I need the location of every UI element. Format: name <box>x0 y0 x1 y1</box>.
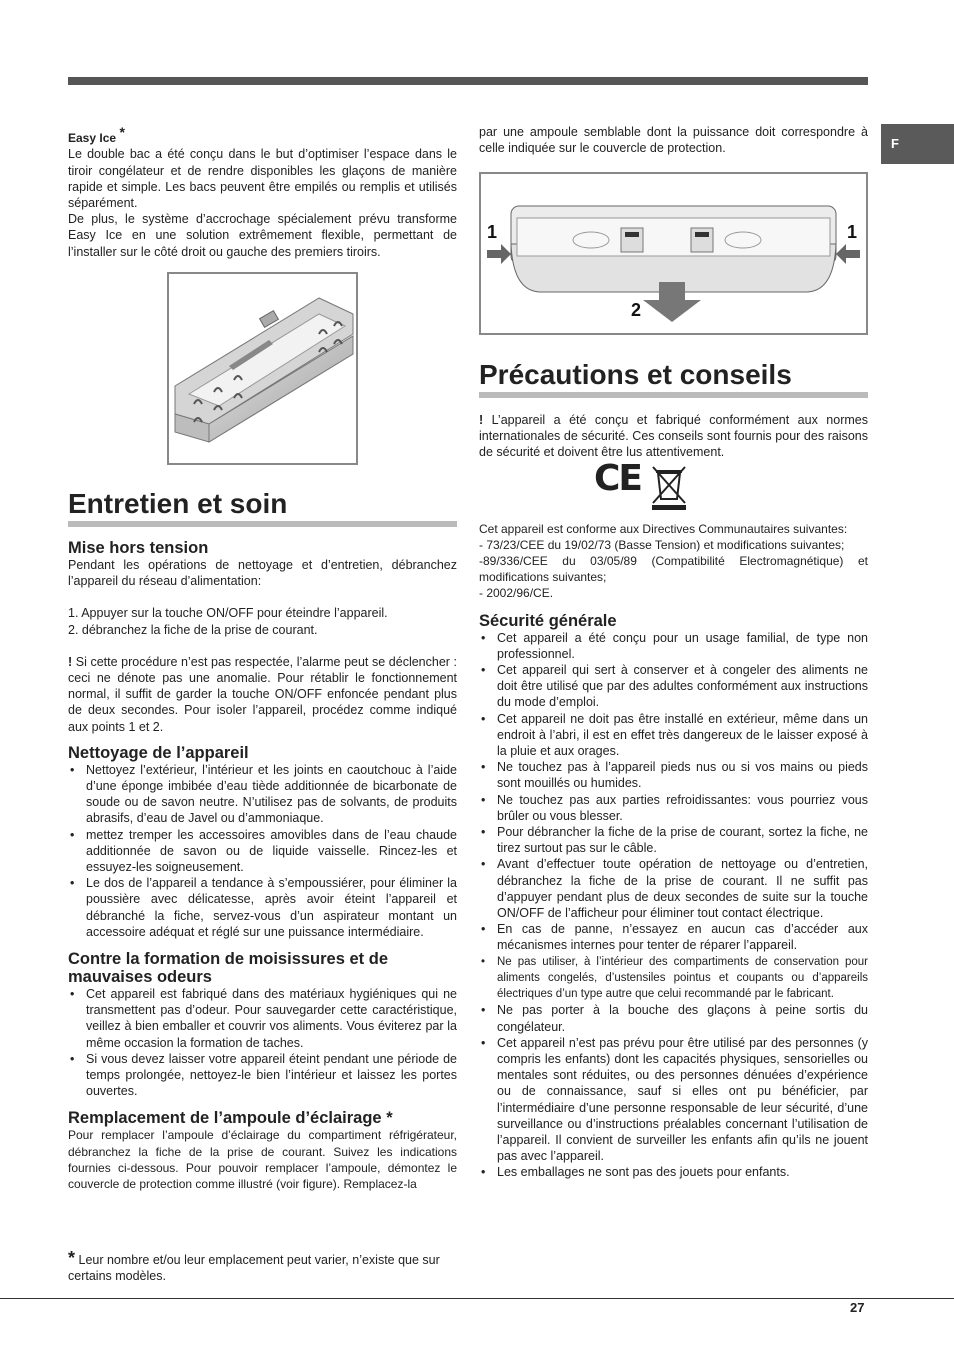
language-tab: F <box>881 124 954 164</box>
maintenance-section <box>68 489 457 1192</box>
warning-mark: ! <box>479 413 484 427</box>
list-item: 2. débranchez la fiche de la prise de courant. <box>68 622 318 637</box>
list-item: • Ne touchez pas aux parties refroidissantes: vous pourriez vous brûler ou vous blesser. <box>479 792 868 824</box>
footnote <box>68 1250 457 1284</box>
bulb-cover-illustration <box>481 174 866 333</box>
power-off-steps <box>68 605 457 637</box>
list-item: • Le dos de l’appareil a tendance à s’empoussiérer, pour éliminer la poussière avec délicatesse, après avoir éteint l’appareil et débranché la fiche, servez-vous d’un aspirateur montant un accessoire adéquat et réglé sur une puissance intermédiaire. <box>68 875 457 940</box>
list-item: • Cet appareil a été conçu pour un usage familial, de type non professionnel. <box>479 630 868 662</box>
precautions-section <box>479 360 868 1181</box>
list-item: • mettez tremper les accessoires amovibles dans de l’eau chaude additionnée de savon ou de liquide vaisselle. Rincez-les et essuyez-les soigneusement. <box>68 827 457 876</box>
mold-title: Contre la formation de moisissures et de mauvaises odeurs <box>68 950 388 987</box>
list-item: • Ne pas utiliser, à l’intérieur des compartiments de conservation pour aliments congelés, d’ustensiles pointus et coupants ou d’appareils électriques d’un type autre que celui recommandé par le fabricant. <box>479 954 868 1003</box>
page-number: 27 <box>850 1300 865 1315</box>
easy-ice-figure <box>167 272 358 465</box>
precautions-intro-text: L’appareil a été conçu et fabriqué conformément aux normes internationales de sécurité. Ces conseils sont fournis pour des raisons de sécurité et doivent être lus attentivement. <box>479 413 868 460</box>
list-item: • Si vous devez laisser votre appareil éteint pendant une période de temps prolongée, nettoyez-le bien l’intérieur et laissez les portes ouvertes. <box>68 1051 457 1100</box>
power-off-intro: Pendant les opérations de nettoyage et d’entretien, débranchez l’appareil du réseau d’alimentation: <box>68 558 457 589</box>
power-off-title: Mise hors tension <box>68 539 209 557</box>
figure-label-right: 1 <box>847 222 858 242</box>
cleaning-title: Nettoyage de l’appareil <box>68 743 249 762</box>
figure-label-bottom: 2 <box>631 300 642 320</box>
easy-ice-asterisk: * <box>119 124 125 140</box>
list-item: • Nettoyez l’extérieur, l’intérieur et les joints en caoutchouc à l’aide d’une éponge imbibée d’eau tiède additionnée de bicarbonate de soude ou de savon neutre. N’utilisez pas de solvants, de produits abrasifs, d’eau de Javel ou d’ammoniaque. <box>68 762 457 827</box>
list-item: • Avant d’effectuer toute opération de nettoyage ou d’entretien, débranchez la fiche de la prise de courant. Il ne suffit pas d’appuyer pendant plus de deux secondes de suite sur la touche ON/OFF de l’afficheur pour éliminer tout contact électrique. <box>479 856 868 921</box>
directives-block <box>479 521 868 602</box>
directive-line: -89/336/CEE du 03/05/89 (Compatibilité Electromagnétique) et modifications suivantes; <box>479 554 868 585</box>
compliance-logos <box>479 457 868 521</box>
footer-rule <box>0 1298 954 1299</box>
top-rule <box>68 77 868 85</box>
right-column <box>479 124 868 156</box>
warning-mark: ! <box>68 654 73 669</box>
directive-line: - 73/23/CEE du 19/02/73 (Basse Tension) et modifications suivantes; <box>479 537 845 552</box>
list-item: • Cet appareil est fabriqué dans des matériaux hygiéniques qui ne transmettent pas d’odeur. Pour sauvegarder cette caractéristique, veillez à bien emballer et couvrir vos aliments. Vous éviterez par la même occasion la formation de taches. <box>68 986 457 1051</box>
maintenance-heading: Entretien et soin <box>68 489 457 527</box>
list-item: • Cet appareil qui sert à conserver et à congeler des aliments ne doit être utilisé que par des adultes conformément aux instructions du mode d’emploi. <box>479 662 868 711</box>
figure-label-left: 1 <box>487 222 498 242</box>
bulb-title: Remplacement de l’ampoule d’éclairage * <box>68 1109 393 1128</box>
list-item: • Pour débrancher la fiche de la prise de courant, sortez la fiche, ne tirez surtout pas sur le câble. <box>479 824 868 856</box>
safety-title: Sécurité générale <box>479 611 617 630</box>
easy-ice-title: Easy Ice <box>68 131 117 146</box>
bulb-text: Pour remplacer l’ampoule d’éclairage du compartiment réfrigérateur, débranchez la fiche de la prise de courant. Suivez les indications fournies ci-dessous. Pour pouvoir remplacer l’ampoule, démontez le couvercle de protection comme illustré (voir figure). Remplacez-la <box>68 1128 457 1192</box>
power-off-warning <box>68 654 457 735</box>
ce-mark-icon: CE <box>594 457 642 499</box>
easy-ice-section <box>68 124 457 260</box>
left-column <box>68 124 457 260</box>
list-item: • En cas de panne, n’essayez en aucun cas d’accéder aux mécanismes internes pour tenter de réparer l’appareil. <box>479 921 868 953</box>
list-item: • Cet appareil ne doit pas être installé en extérieur, même dans un endroit à l’abri, il est en effet très dangereux de le laisser exposé à la pluie et aux orages. <box>479 711 868 760</box>
list-item: 1. Appuyer sur la touche ON/OFF pour éteindre l’appareil. <box>68 606 388 621</box>
list-item: • Cet appareil n’est pas prévu pour être utilisé par des personnes (y compris les enfants) dont les capacités physiques, sensorielles ou mentales sont réduites, ou des personnes dénuées d’expérience ou de connaissance, sauf si elles ont pu bénéficier, par l’intermédiaire d’une personne responsable de leur sécurité, d’une surveillance ou d’instructions préalables concernant l’utilisation de l’appareil. Il convient de surveiller les enfants afin qu’ils ne jouent pas avec l’appareil. <box>479 1035 868 1165</box>
safety-list <box>479 630 868 1181</box>
mold-list <box>68 986 457 1099</box>
bulb-cover-figure <box>479 172 868 335</box>
ice-tray-illustration <box>169 274 356 463</box>
weee-bin-icon <box>650 465 688 511</box>
easy-ice-paragraph: De plus, le système d’accrochage spécialement prévu transforme Easy Ice en une solution extrêmement flexible, permettant de l’installer sur le côté droit ou gauche des premiers tiroirs. <box>68 212 457 259</box>
warning-text: Si cette procédure n’est pas respectée, l’alarme peut se déclencher : ceci ne dénote pas une anomalie. Pour rétablir le fonctionnement normal, il suffit de garder la touche ON/OFF enfoncée pendant plus de deux secondes. Pour isoler l’appareil, procédez comme indiqué aux points 1 et 2. <box>68 654 457 734</box>
precautions-intro <box>479 412 868 461</box>
list-item: • Ne touchez pas à l’appareil pieds nus ou si vos mains ou pieds sont mouillés ou humides. <box>479 759 868 791</box>
list-item: • Les emballages ne sont pas des jouets pour enfants. <box>479 1164 868 1180</box>
list-item: • Ne pas porter à la bouche des glaçons à peine sortis du congélateur. <box>479 1002 868 1034</box>
footnote-asterisk: * <box>68 1248 76 1268</box>
easy-ice-paragraph: Le double bac a été conçu dans le but d’optimiser l’espace dans le tiroir congélateur et de rendre disponibles les glaçons de manière rapide et simple. Les bacs peuvent être empilés ou remplis et utilisés séparément. <box>68 147 457 210</box>
cleaning-list <box>68 762 457 940</box>
directive-line: Cet appareil est conforme aux Directives Communautaires suivantes: <box>479 521 848 536</box>
precautions-heading: Précautions et conseils <box>479 360 868 398</box>
footnote-text: Leur nombre et/ou leur emplacement peut varier, n’existe que sur certains modèles. <box>68 1253 440 1284</box>
directive-line: - 2002/96/CE. <box>479 586 554 601</box>
bulb-continuation: par une ampoule semblable dont la puissance doit correspondre à celle indiquée sur le couvercle de protection. <box>479 125 868 156</box>
